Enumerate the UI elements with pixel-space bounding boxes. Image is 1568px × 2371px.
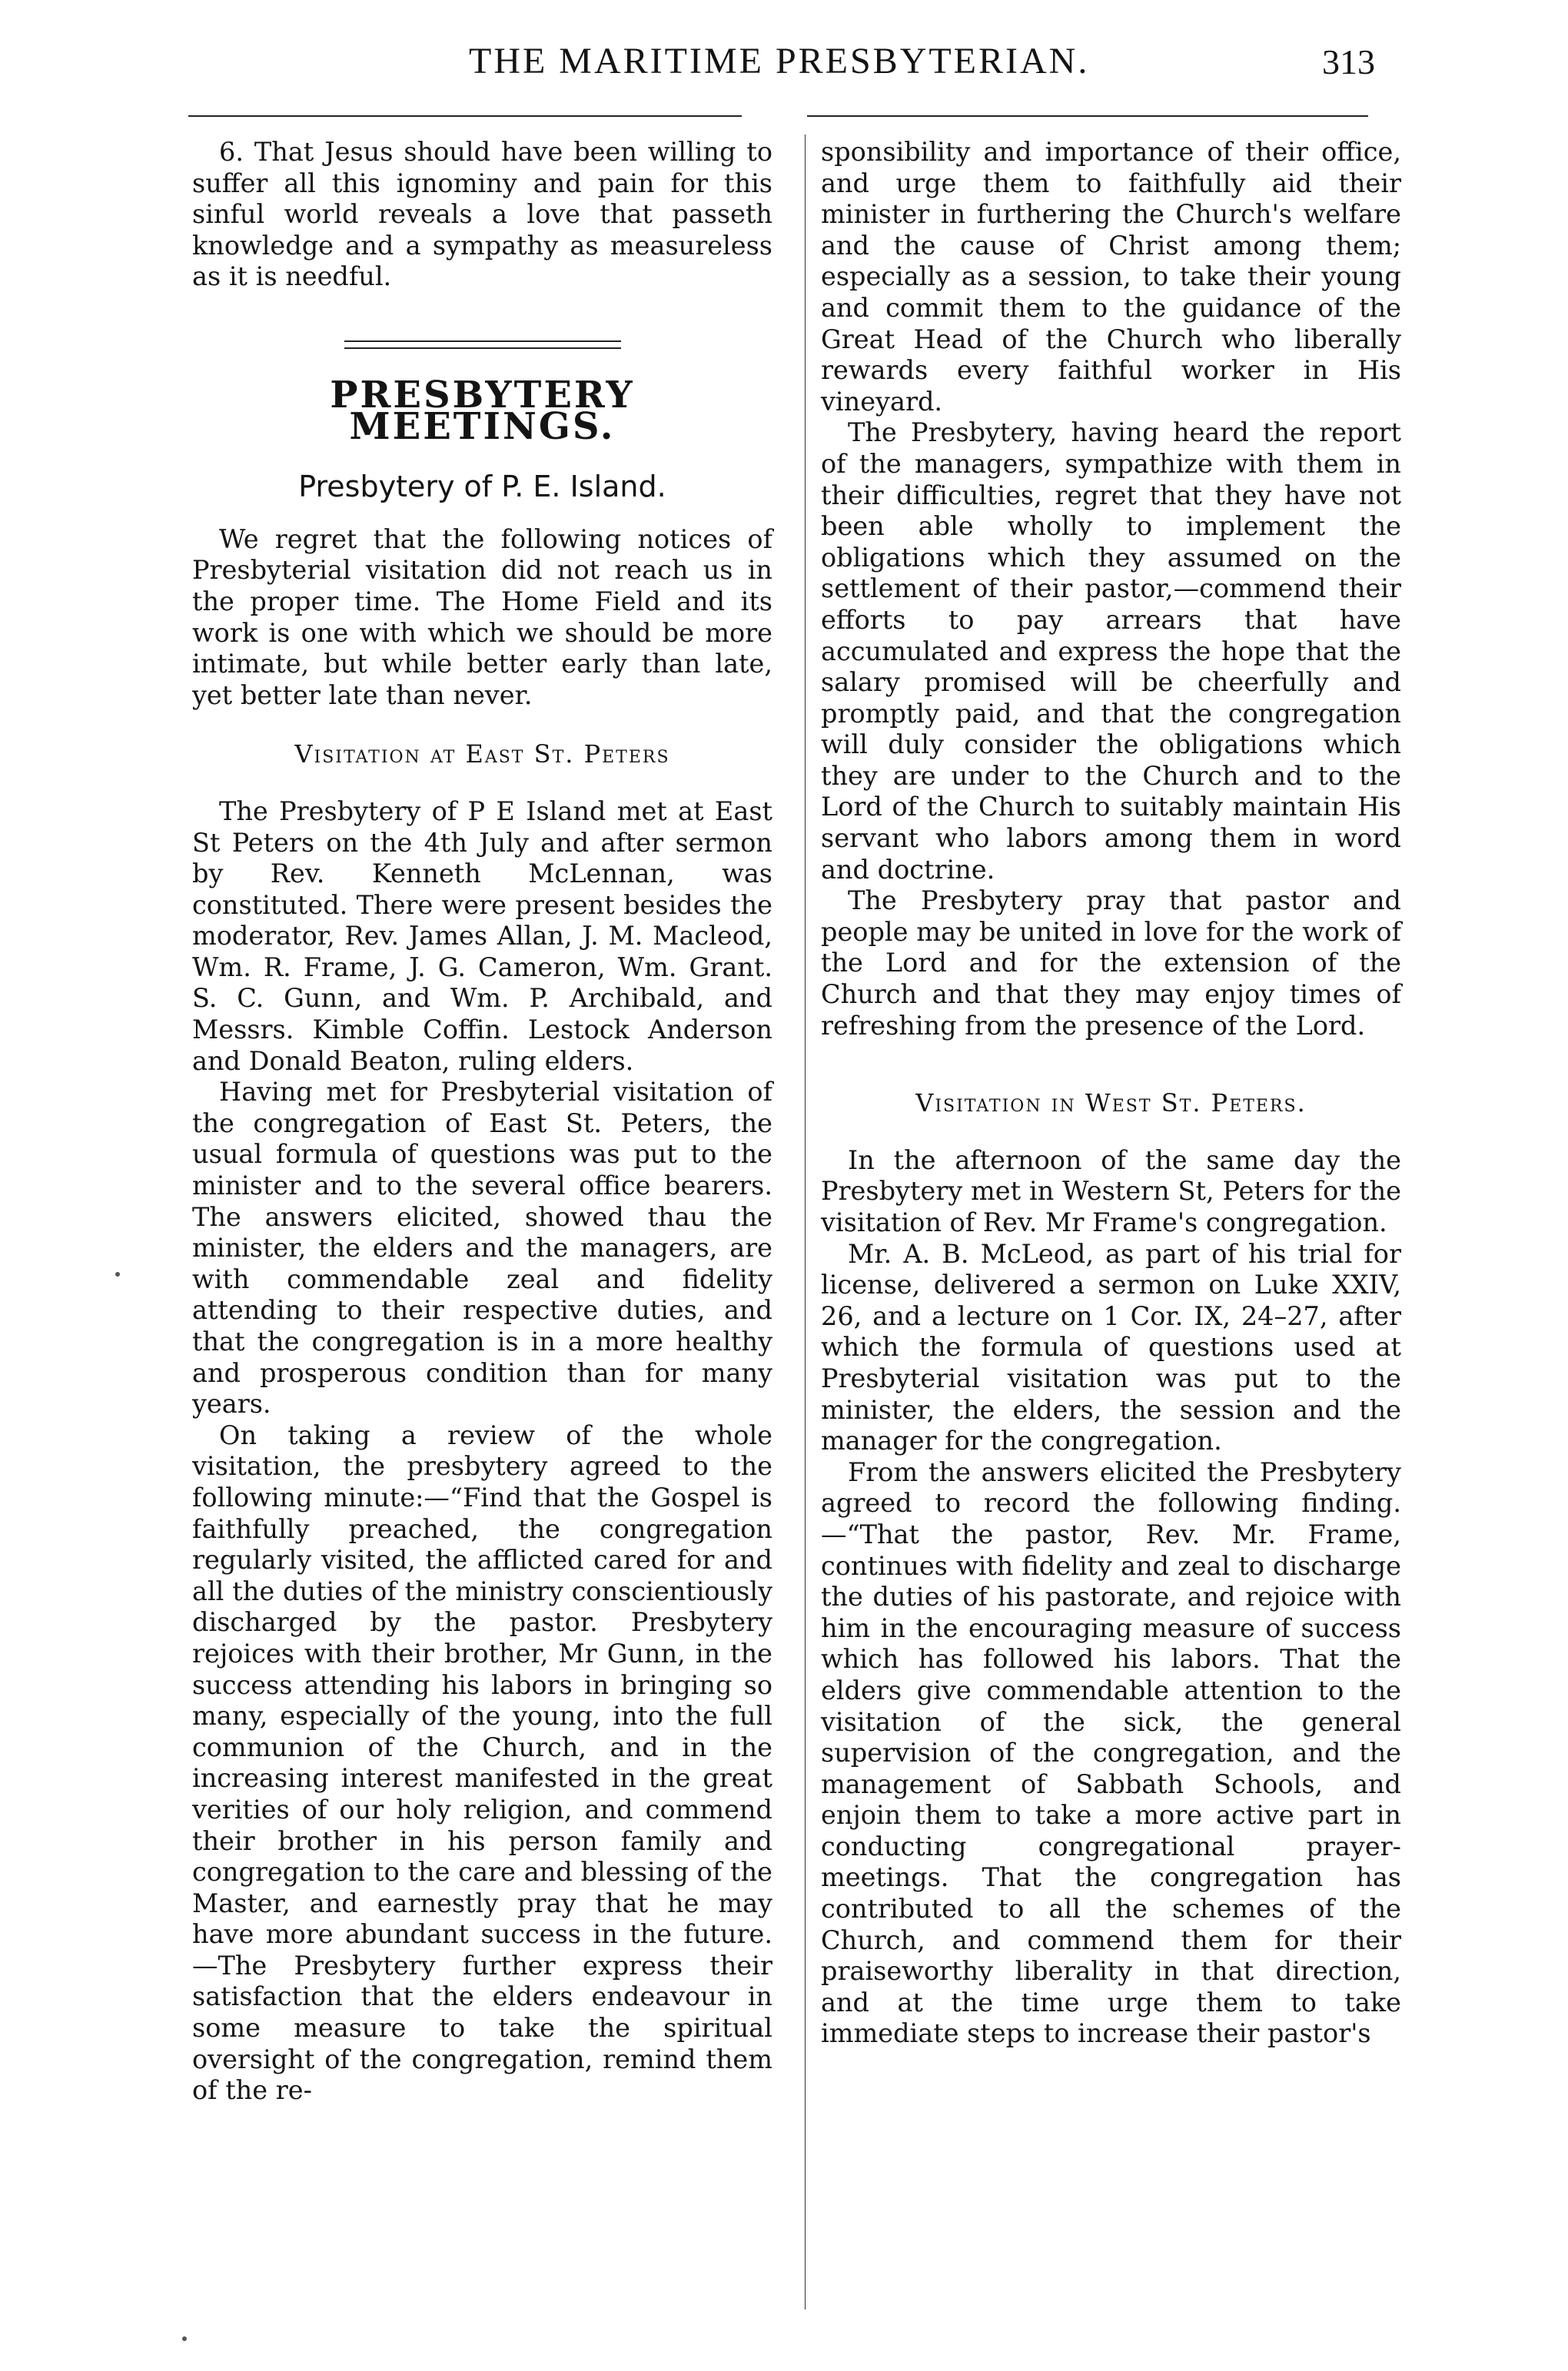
paragraph-afternoon: In the afternoon of the same day the Presbytery met in Western St, Peters for the visitation of Rev. Mr Frame's congregation. <box>821 1144 1401 1237</box>
header-rule-left <box>188 115 742 117</box>
stray-ink-mark <box>182 2336 187 2341</box>
visitation-heading-east: Visitation at East St. Peters <box>294 739 670 769</box>
paragraph-pray: The Presbytery pray that pastor and people may be united in love for the work of the Lord and for the extension of the Church and that they may enjoy times of refreshing from the presence of the Lord. <box>821 885 1401 1041</box>
left-column <box>192 137 772 2107</box>
header-rule-right <box>807 115 1368 117</box>
paragraph-having: Having met for Presbyterial visitation of the congregation of East St. Peters, the usual formula of questions was put to the minister and to the several office bearers. The answers elicited, showed thau the minister, the elders and the managers, are with commendable zeal and fidelity attending to their respective duties, and that the congregation is in a more healthy and prosperous condition than for many years. <box>192 1077 772 1420</box>
paragraph-mcleod: Mr. A. B. McLeod, as part of his trial for license, delivered a sermon on Luke XXIV, 26, and a lecture on 1 Cor. IX, 24–27, after which the formula of questions used at Presbyterial visitation was put to the minister, the elders, the session and the manager for the congregation. <box>821 1238 1401 1456</box>
subsection-title: Presbytery of P. E. Island. <box>298 470 666 504</box>
running-title: THE MARITIME PRESBYTERIAN. <box>469 41 1090 81</box>
paragraph-review: On taking a review of the whole visitation, the presbytery agreed to the following minute:—“Find that the Gospel is faithfully preached, the congregation regularly visited, the afflicted cared for and all the duties of the ministry conscientiously discharged by the pastor. Presbytery rejoices with their brother, Mr Gunn, in the success attending his labors in bringing so many, especially of the young, into the full communion of the Church, and in the increasing interest manifested in the great verities of our holy religion, and commend their brother in his person family and congregation to the care and blessing of the Master, and earnestly pray that he may have more abundant success in the future.—The Presbytery further express their satisfaction that the elders endeavour in some measure to take the spiritual oversight of the congregation, remind them of the re- <box>192 1420 772 2106</box>
paragraph-continued: sponsibility and importance of their office, and urge them to faithfully aid their minister in furthering the Church's welfare and the cause of Christ among them; especially as a session, to take their young and commit them to the guidance of the Great Head of the Church who liberally rewards every faithful worker in His vineyard. <box>821 137 1401 417</box>
page-number: 313 <box>1322 42 1375 81</box>
section-divider-rule <box>344 340 621 349</box>
visitation-heading-west: Visitation in West St. Peters. <box>915 1088 1307 1118</box>
section-title: PRESBYTERY MEETINGS. <box>330 373 635 448</box>
paragraph-met: The Presbytery of P E Island met at East St Peters on the 4th July and after sermon by Rev. Kenneth McLennan, was constituted. There were present besides the moderator, Rev. James Allan, J. M. Macleod, Wm. R. Frame, J. G. Cameron, Wm. Grant. S. C. Gunn, and Wm. P. Archibald, and Messrs. Kimble Coffin. Lestock Anderson and Donald Beaton, ruling elders. <box>192 795 772 1076</box>
paragraph-managers: The Presbytery, having heard the report of the managers, sympathize with them in their difficulties, regret that they have not been able wholly to implement the obligations which they assumed on the settlement of their pastor,—commend their efforts to pay arrears that have accumulated and express the hope that the salary promised will be cheerfully and promptly paid, and that the congregation will duly consider the obligations which they are under to the Church and to the Lord of the Church to suitably maintain His servant who labors among them in word and doctrine. <box>821 417 1401 885</box>
stray-ink-mark <box>115 1272 120 1277</box>
right-column <box>821 137 1401 2050</box>
column-divider <box>805 134 806 2310</box>
paragraph-answers: From the answers elicited the Presbytery agreed to record the following finding.—“That the pastor, Rev. Mr. Frame, continues with fidelity and zeal to discharge the duties of his pastorate, and rejoice with him in the encouraging measure of success which has followed his labors. That the elders give commendable attention to the visitation of the sick, the general supervision of the congregation, and the management of Sabbath Schools, and enjoin them to take a more active part in conducting congregational prayer-meetings. That the congregation has contributed to all the schemes of the Church, and commend them for their praiseworthy liberality in that direction, and at the time urge them to take immediate steps to increase their pastor's <box>821 1456 1401 2049</box>
paragraph-intro: 6. That Jesus should have been willing to suffer all this ignominy and pain for this sinful world reveals a love that passeth knowledge and a sympathy as measureless as it is needful. <box>192 137 772 292</box>
paragraph-regret: We regret that the following notices of Presbyterial visitation did not reach us in the proper time. The Home Field and its work is one with which we should be more intimate, but while better early than late, yet better late than never. <box>192 523 772 710</box>
